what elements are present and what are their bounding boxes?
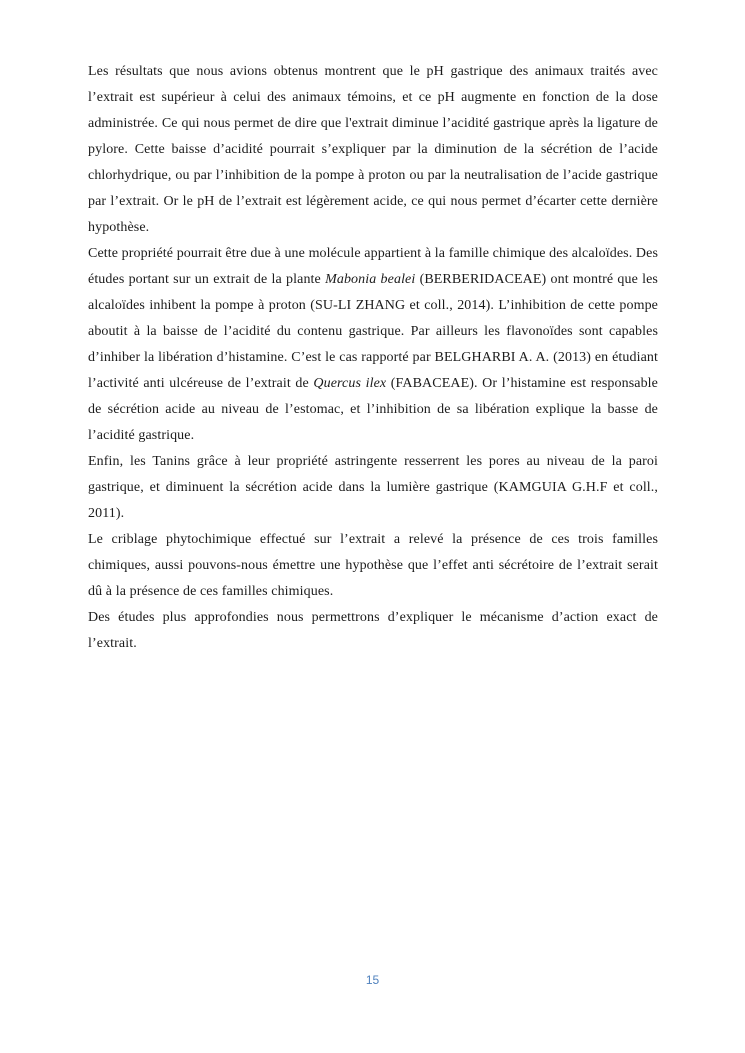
text-run: Les résultats que nous avions obtenus montrent que le pH gastrique des animaux traités avec l’extrait est supérieur à celui des animaux témoins, et ce pH augmente en fonction de la dose administrée. Ce qui nous permet de dire que l'extrait diminue l’acidité gastrique après la ligature de pylore. Cette baisse d’acidité pourrait s’expliquer par la diminution de la sécrétion de l’acide chlorhydrique, ou par l’inhibition de la pompe à proton ou par la neutralisation de l’acide gastrique par l’extrait. Or le pH de l’extrait est légèrement acide, ce qui nous permet d’écarter cette dernière hypothèse. — [88, 64, 658, 235]
page-number: 15 — [365, 973, 380, 987]
paragraph-alkaloids-flavonoids — [88, 241, 658, 449]
species-name-italic: Quercus ilex — [313, 376, 387, 391]
text-run: Le criblage phytochimique effectué sur l’extrait a relevé la présence de ces trois familles chimiques, aussi pouvons-nous émettre une hypothèse que l’effet anti sécrétoire de l’extrait serait dû à la présence de ces familles chimiques. — [88, 532, 658, 599]
text-run: (FABACEAE). Or l’histamine est responsable de sécrétion acide au niveau de l’estomac, et l’inhibition de sa libération explique la basse de l’acidité gastrique. — [88, 376, 658, 443]
text-run: Des études plus approfondies nous permettrons d’expliquer le mécanisme d’action exact de l’extrait. — [88, 610, 658, 651]
paragraph-ph-results — [88, 59, 658, 241]
paragraph-tanins — [88, 449, 658, 527]
text-run: (BERBERIDACEAE) ont montré que les alcaloïdes inhibent la pompe à proton (SU-LI ZHANG et coll., 2014). L’inhibition de cette pompe aboutit à la baisse de l’acidité du contenu gastrique. Par ailleurs les flavonoïdes sont capables d’inhiber la libération d’histamine. C’est le cas rapporté par BELGHARBI A. A. (2013) en étudiant l’activité anti ulcéreuse de l’extrait de — [88, 272, 658, 391]
species-name-italic: Mabonia bealei — [325, 272, 416, 287]
text-run: Enfin, les Tanins grâce à leur propriété astringente resserrent les pores au niveau de la paroi gastrique, et diminuent la sécrétion acide dans la lumière gastrique (KAMGUIA G.H.F et coll., 2011). — [88, 454, 658, 521]
paragraph-conclusion — [88, 605, 658, 657]
paragraph-criblage — [88, 527, 658, 605]
text-block — [88, 59, 658, 657]
text-run: Cette propriété pourrait être due à une molécule appartient à la famille chimique des alcaloïdes. Des études portant sur un extrait de la plante — [88, 246, 658, 287]
